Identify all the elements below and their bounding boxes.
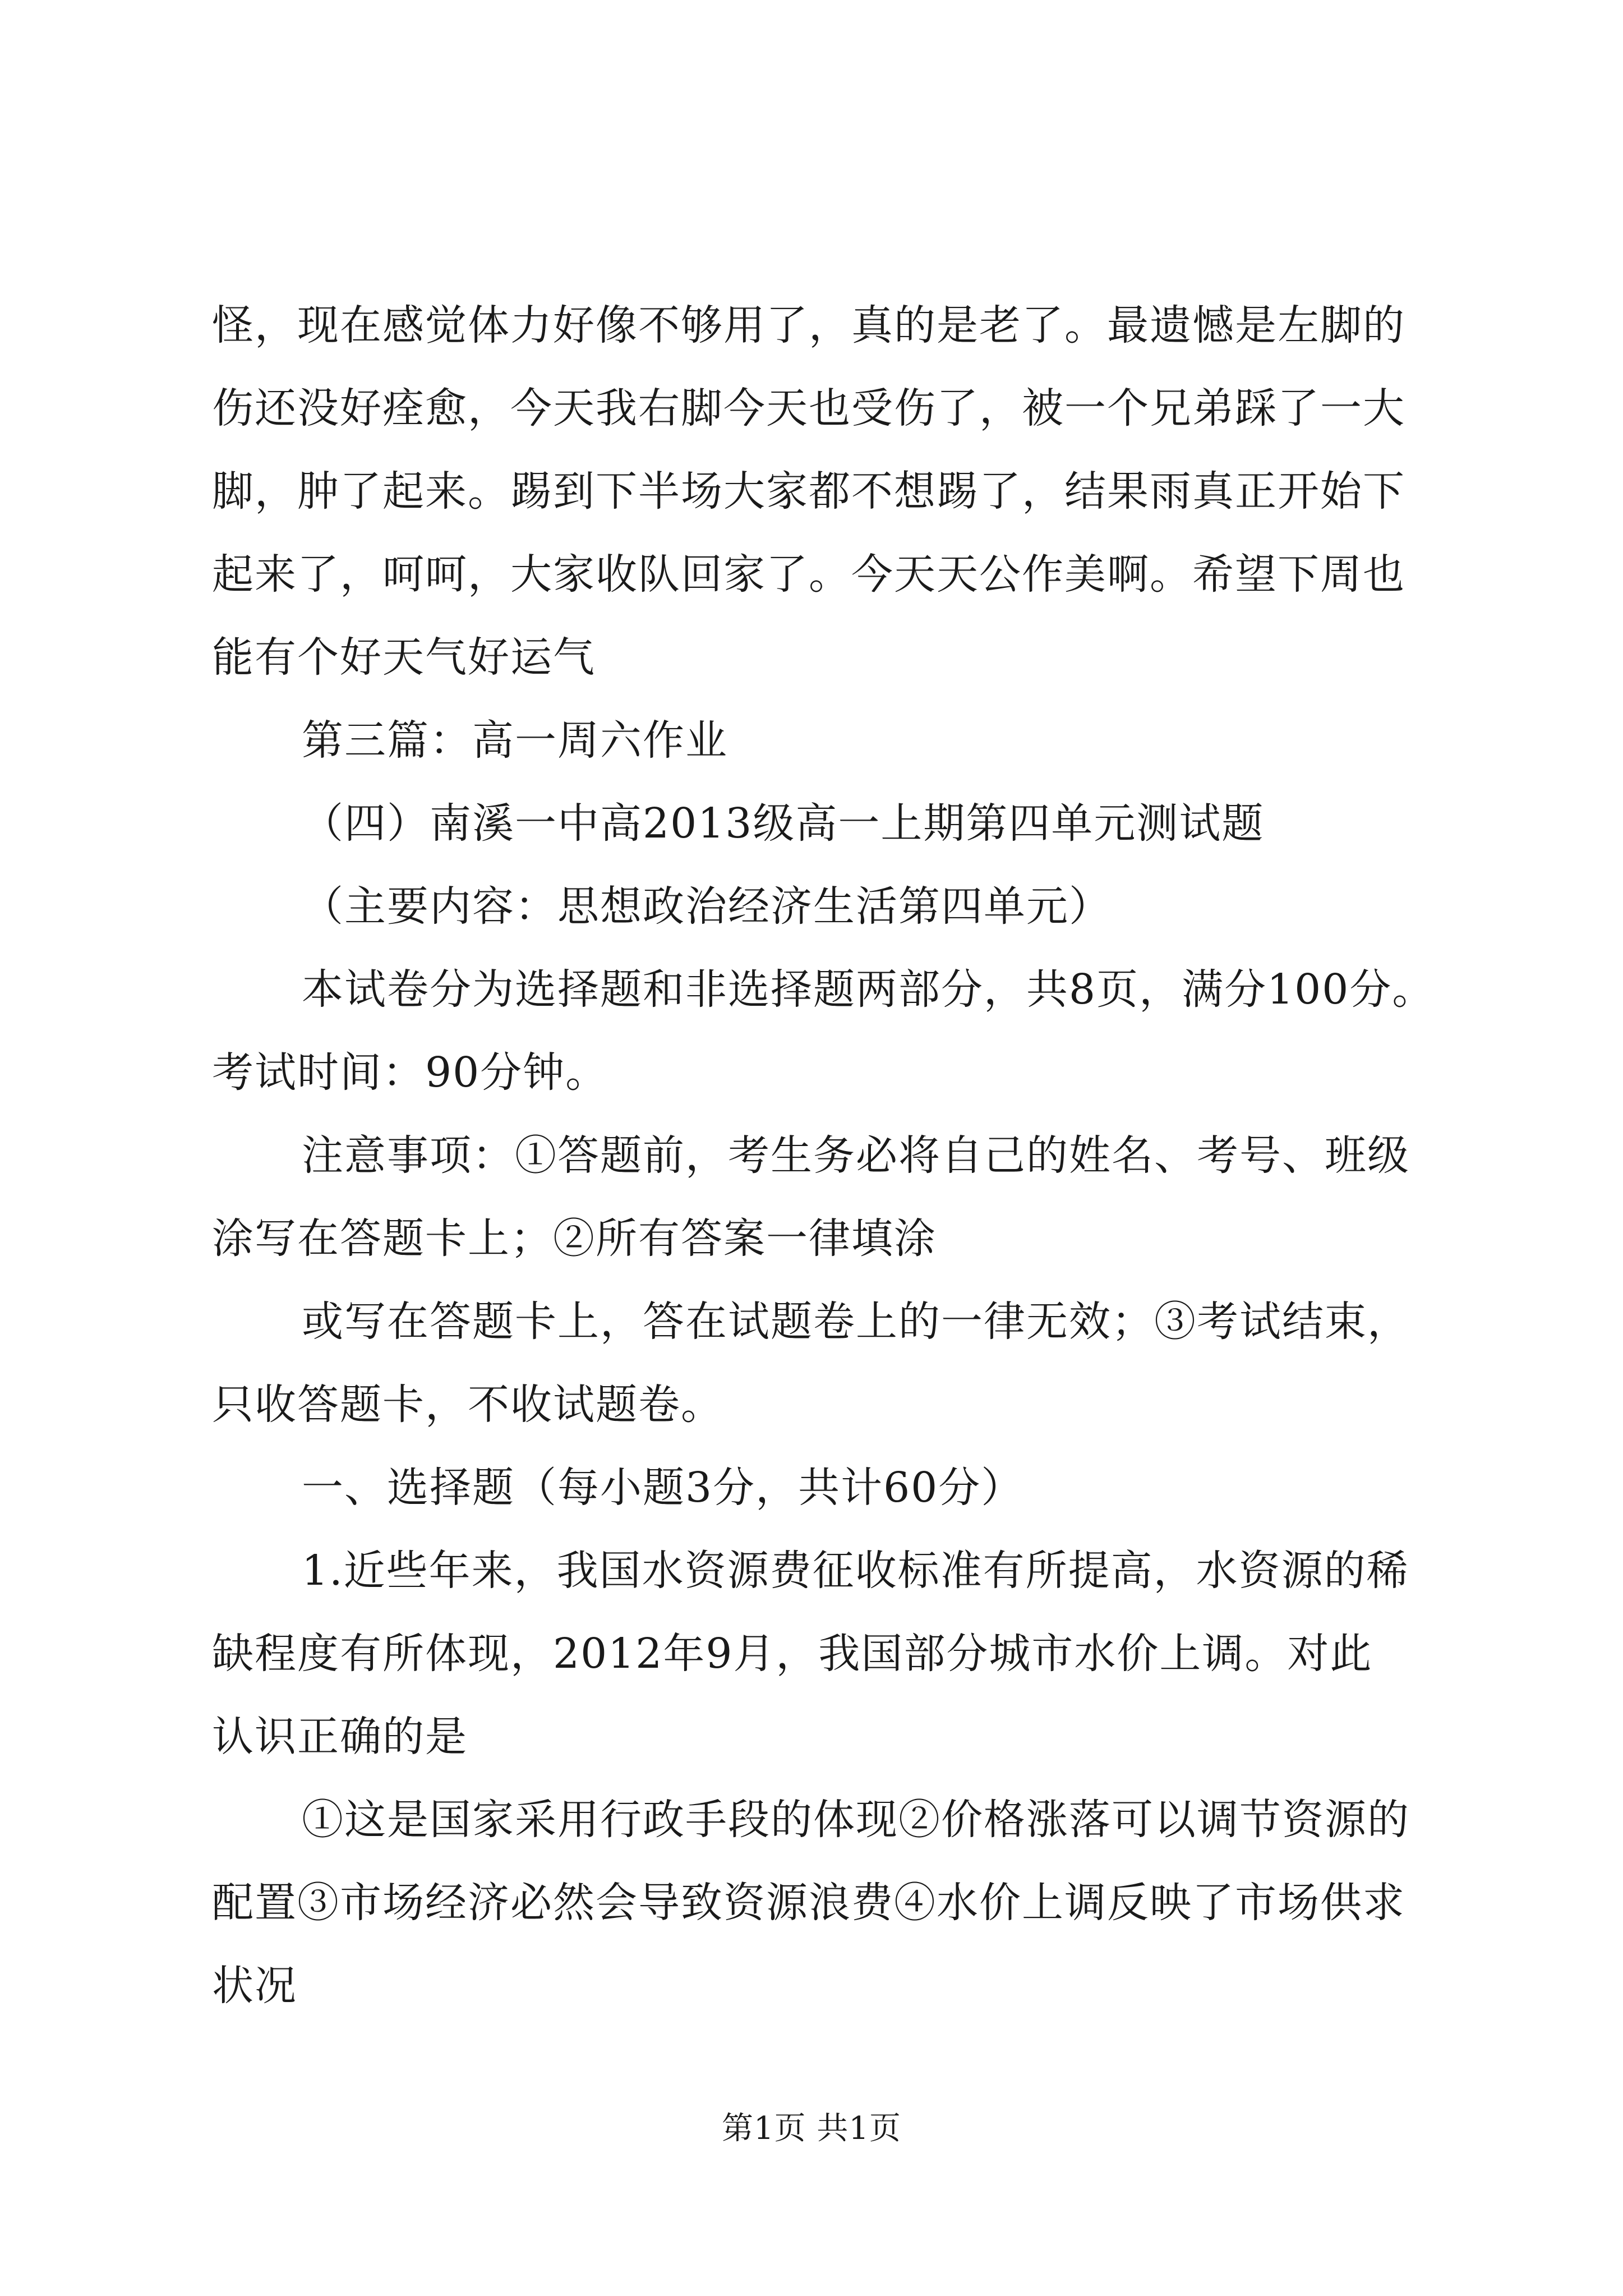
- text-line: 怪，现在感觉体力好像不够用了，真的是老了。最遗憾是左脚的: [212, 301, 1405, 349]
- text-line: 或写在答题卡上，答在试题卷上的一律无效；③考试结束，: [302, 1297, 1410, 1346]
- text-line: 注意事项：①答题前，考生务必将自己的姓名、考号、班级: [302, 1131, 1410, 1180]
- question-options: ①这是国家采用行政手段的体现②价格涨落可以调节资源的: [302, 1796, 1410, 1844]
- section-heading: 一、选择题（每小题3分，共计60分）: [302, 1464, 1024, 1512]
- text-line: 考试时间：90分钟。: [212, 1048, 608, 1097]
- exam-subtitle: （主要内容：思想政治经济生活第四单元）: [302, 882, 1112, 931]
- text-line: 伤还没好痊愈，今天我右脚今天也受伤了，被一个兄弟踩了一大: [212, 384, 1405, 432]
- question-text: 认识正确的是: [212, 1713, 468, 1761]
- text-line: 本试卷分为选择题和非选择题两部分，共8页，满分100分。: [302, 965, 1435, 1014]
- text-line: 涂写在答题卡上；②所有答案一律填涂: [212, 1214, 937, 1263]
- question-text: 1.近些年来，我国水资源费征收标准有所提高，水资源的稀: [302, 1547, 1409, 1595]
- text-line: 只收答题卡，不收试题卷。: [212, 1381, 723, 1429]
- exam-title: （四）南溪一中高2013级高一上期第四单元测试题: [302, 799, 1265, 848]
- page-footer: 第1页 共1页: [721, 2110, 902, 2147]
- text-line: 脚，肿了起来。踢到下半场大家都不想踢了，结果雨真正开始下: [212, 467, 1405, 516]
- question-options: 配置③市场经济必然会导致资源浪费④水价上调反映了市场供求: [212, 1879, 1405, 1927]
- section-heading: 第三篇：高一周六作业: [302, 716, 728, 765]
- text-line: 起来了，呵呵，大家收队回家了。今天天公作美啊。希望下周也: [212, 550, 1405, 599]
- question-options: 状况: [212, 1962, 297, 2010]
- question-text: 缺程度有所体现，2012年9月，我国部分城市水价上调。对此: [212, 1630, 1373, 1678]
- text-line: 能有个好天气好运气: [212, 633, 596, 682]
